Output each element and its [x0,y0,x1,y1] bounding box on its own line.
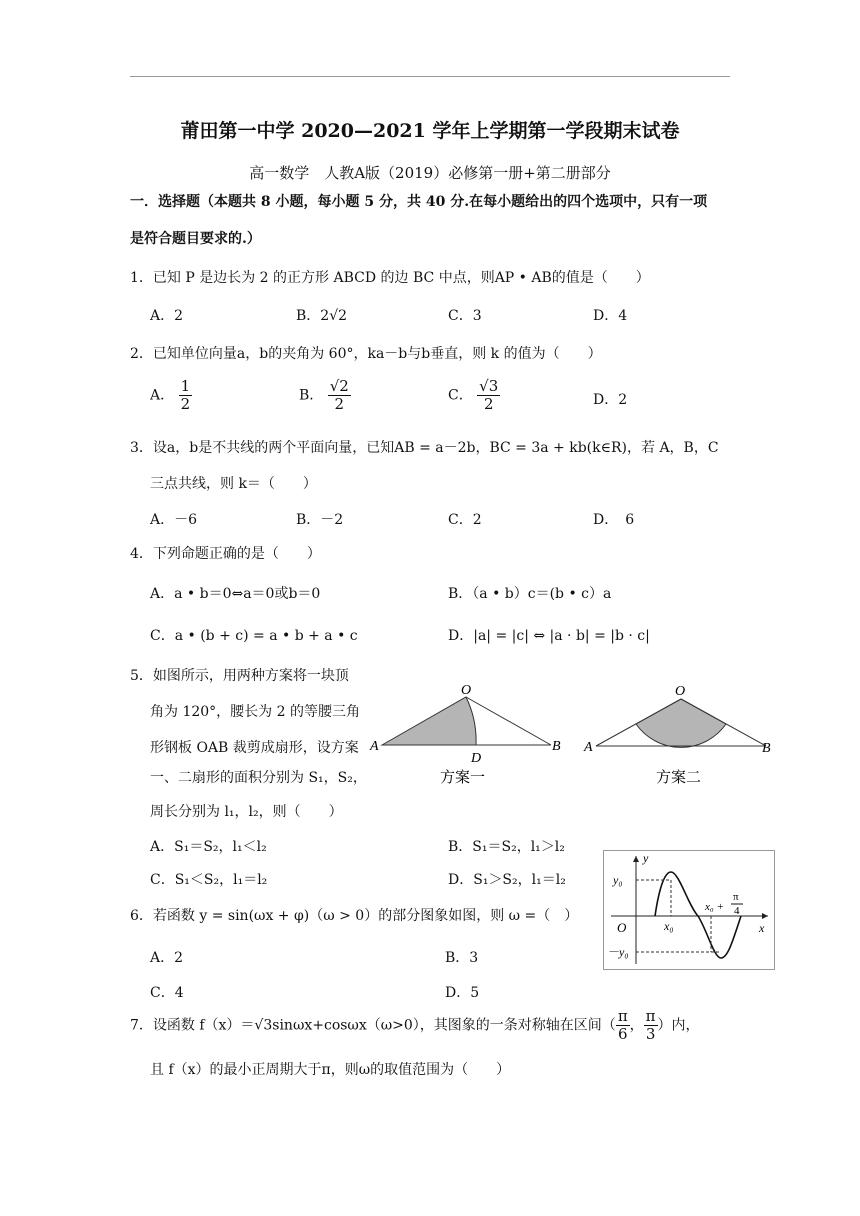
question-6-stem: 6．若函数 y = sin(ωx + φ)（ω > 0）的部分图象如图，则 ω =（ ） [130,908,579,924]
question-5-line-4: 一、二扇形的面积分别为 S₁，S₂， [150,770,367,786]
question-5-line-2: 角为 120°，腰长为 2 的等腰三角 [150,704,360,720]
q3-option-c: C．2 [448,512,482,528]
numerator: √2 [329,377,349,395]
label-x0: x₀ [664,919,674,933]
q7-fraction-pi-6 [616,1008,630,1043]
q5-option-a: A．S₁＝S₂，l₁＜l₂ [150,839,267,855]
q6-sine-graph [603,850,775,970]
section-heading-cont: 是符合题目要求的.） [130,231,261,247]
q7-text-a: 7．设函数 f（x）＝√3sinωx+cosωx（ω>0），其图象的一条对称轴在区间（ [130,1017,616,1034]
label-b: B [762,741,771,756]
numerator: 1 [180,377,191,395]
q6-option-b: B．3 [445,950,479,966]
q2-option-d: D．2 [593,392,628,408]
question-7-stem-cont: 且 f（x）的最小正周期大于π，则ω的取值范围为（ ） [150,1062,511,1078]
denominator: 2 [483,395,494,413]
q6-option-c: C．4 [150,985,184,1001]
question-2-stem: 2．已知单位向量a，b的夹角为 60°，ka－b与b垂直，则 k 的值为（ ） [130,346,602,362]
q4-option-a: A．a • b＝0⇔a＝0或b＝0 [150,586,321,602]
q2-option-a [150,378,192,413]
q4-option-b: B．（a • b）c＝(b • c）a [448,586,612,602]
q6-option-a: A．2 [150,950,184,966]
q2-c-label: C． [448,387,473,404]
question-3-stem: 3．设a，b是不共线的两个平面向量，已知AB = a－2b，BC = 3a + kb(k∈R)，若 A，B，C [130,440,719,456]
page-title: 莆田第一中学 2020—2021 学年上学期第一学段期末试卷 [180,120,680,142]
q5-figure-scheme-1 [368,680,578,790]
question-7-stem [130,1008,700,1043]
sector-shaded [382,697,476,745]
numerator: √3 [479,377,499,395]
q7-comma: ， [629,1017,644,1034]
label-four: 4 [734,905,740,917]
label-x0-plus: x₀ + [705,901,724,913]
sector-shaded [636,699,726,747]
q3-option-b: B．－2 [296,512,344,528]
q2-b-label: B． [299,387,324,404]
q5-figure-scheme-2 [582,680,782,790]
label-a: A [584,740,593,755]
q5-option-d: D．S₁＞S₂，l₁＝l₂ [448,872,566,888]
q1-option-a: A．2 [150,308,184,324]
q7-fraction-pi-3 [644,1008,658,1043]
question-5-line-3: 形钢板 OAB 裁剪成扇形，设方案 [150,740,359,756]
q5-option-c: C．S₁＜S₂，l₁＝l₂ [150,872,268,888]
label-b: B [552,739,561,754]
label-y0: y₀ [613,873,623,887]
q3-option-a: A．－6 [150,512,198,528]
side-ob [466,697,551,745]
q2-b-fraction [328,378,351,413]
section-heading: 一．选择题（本题共 8 小题，每小题 5 分，共 40 分.在每小题给出的四个选项中，只有一项 [130,194,708,210]
q6-option-d: D．5 [445,985,480,1001]
label-x: x [759,921,765,935]
label-origin: O [617,920,627,935]
label-o: O [461,683,472,698]
denominator: 6 [617,1025,628,1043]
q2-c-fraction [477,378,500,413]
label-y: y [643,851,649,865]
question-4-stem: 4．下列命题正确的是（ ） [130,546,321,562]
label-o: O [675,684,686,699]
caption-scheme-2: 方案二 [656,770,702,786]
q1-option-d: D．4 [593,308,628,324]
label-a: A [370,739,379,754]
label-neg-y0: －y₀ [607,945,629,959]
label-pi: π [733,891,739,903]
q2-option-b [299,378,351,413]
question-5-line-1: 5．如图所示，用两种方案将一块顶 [130,668,349,684]
q4-option-d: D．|a| = |c| ⇔ |a · b| = |b · c| [448,628,650,644]
q7-text-b: ）内， [657,1017,700,1034]
q1-option-c: C．3 [448,308,482,324]
q2-a-fraction [179,378,193,413]
header-rule [130,76,730,77]
label-d: D [471,751,482,766]
q2-option-c [448,378,500,413]
page-subtitle: 高一数学 人教A版（2019）必修第一册+第二册部分 [249,164,611,182]
q5-option-b: B．S₁＝S₂，l₁＞l₂ [448,839,565,855]
question-3-stem-cont: 三点共线，则 k＝（ ） [150,476,317,492]
denominator: 3 [645,1025,656,1043]
caption-scheme-1: 方案一 [440,770,486,786]
q1-option-b: B．2√2 [296,308,348,324]
denominator: 2 [334,395,345,413]
q3-option-d: D． 6 [593,512,635,528]
question-1-stem: 1．已知 P 是边长为 2 的正方形 ABCD 的边 BC 中点，则AP • AB的值是（ ） [130,270,650,286]
denominator: 2 [180,395,191,413]
numerator: π [645,1007,656,1025]
numerator: π [617,1007,628,1025]
question-5-line-5: 周长分别为 l₁，l₂，则（ ） [150,804,343,820]
q4-option-c: C．a • (b + c) = a • b + a • c [150,628,358,644]
q2-a-label: A． [150,387,175,404]
